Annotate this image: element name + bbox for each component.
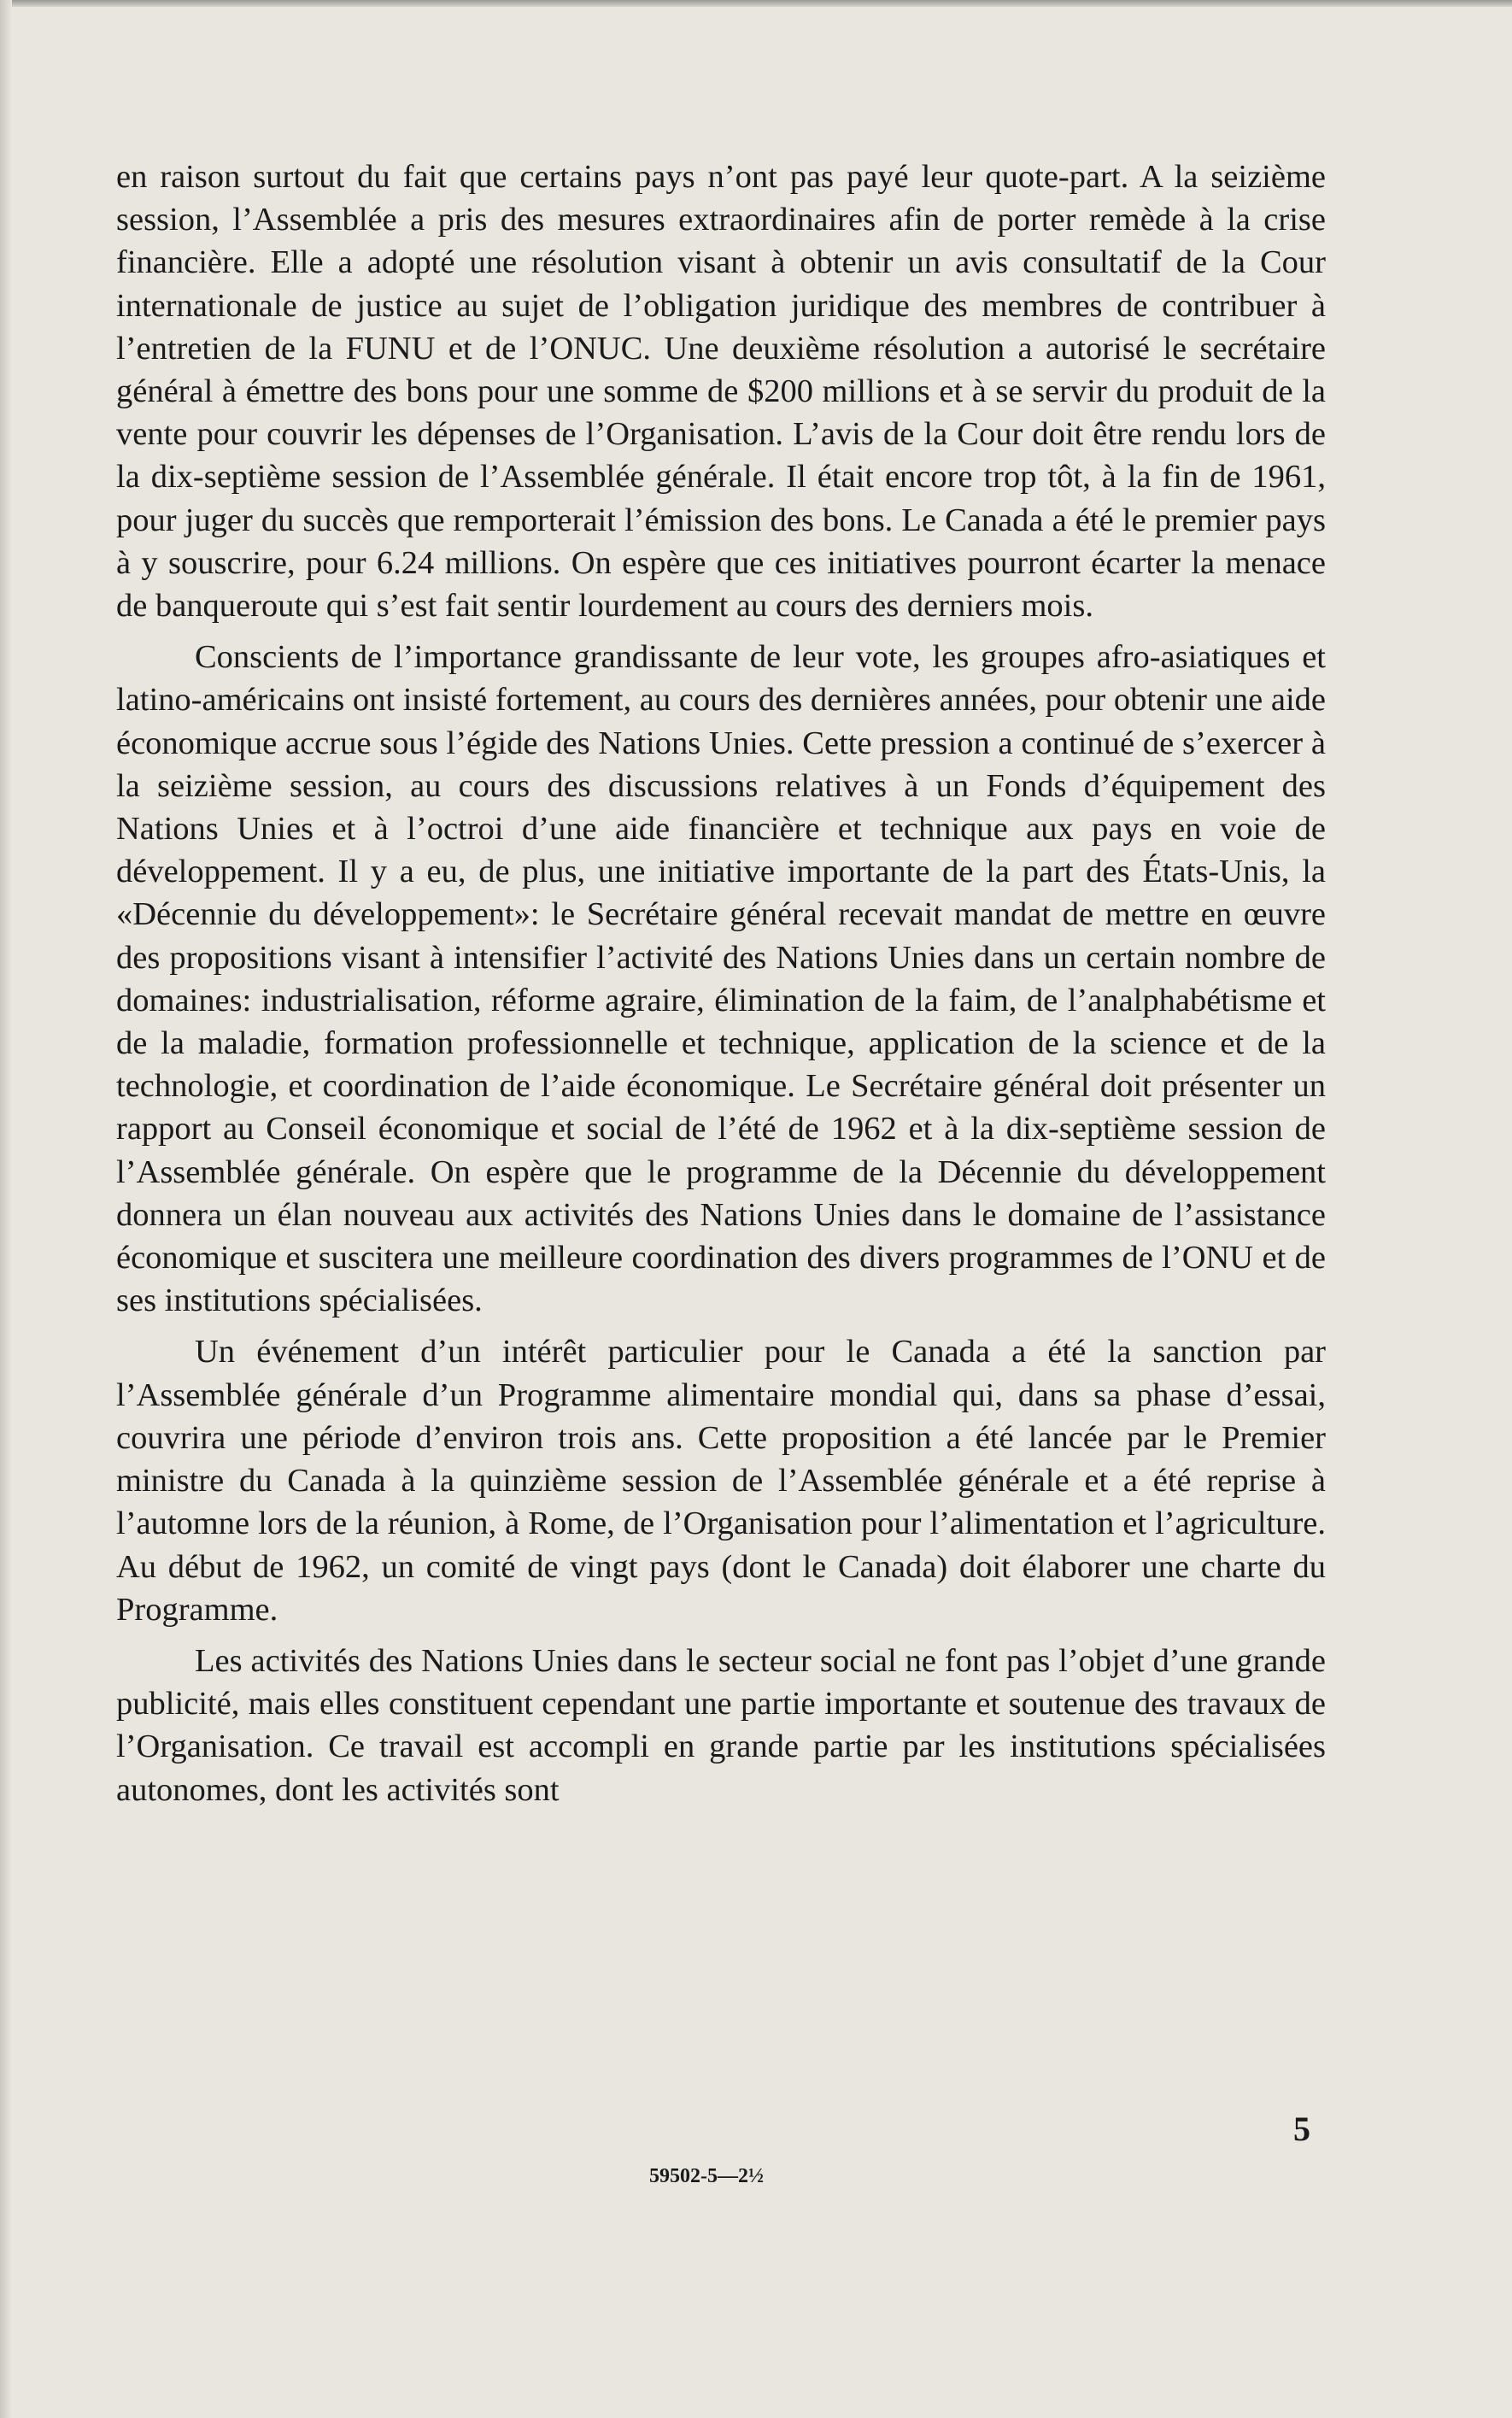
print-code: 59502-5—2½ [649, 2165, 764, 2187]
body-text [116, 156, 1326, 1811]
page-number: 5 [1293, 2110, 1310, 2148]
paragraph-development-aid: Conscients de l’importance grandissante de leur vote, les groupes afro-asiatiques et latino-américains ont insisté fortement, au cours des dernières années, pour obtenir une aide économique accrue sous l’égide des Nations Unies. Cette pression a continué de s’exercer à la seizième session, au cours des discussions relatives à un Fonds d’équipement des Nations Unies et à l’octroi d’une aide financière et technique aux pays en voie de développement. Il y a eu, de plus, une initiative importante de la part des États-Unis, la «Décennie du développement»: le Secrétaire général recevait mandat de mettre en œuvre des propositions visant à intensifier l’activité des Nations Unies dans un certain nombre de domaines: industrialisation, réforme agraire, élimination de la faim, de l’analphabétisme et de la maladie, formation professionnelle et technique, application de la science et de la technologie, et coordination de l’aide économique. Le Secrétaire général doit présenter un rapport au Conseil économique et social de l’été de 1962 et à la dix-septième session de l’Assemblée générale. On espère que le programme de la Décennie du développement donnera un élan nouveau aux activités des Nations Unies dans le domaine de l’assistance économique et suscitera une meilleure coordination des divers programmes de l’ONU et de ses institutions spécialisées. [116, 639, 1326, 1319]
paragraph-food-programme: Un événement d’un intérêt particulier pour le Canada a été la sanction par l’Assemblée générale d’un Programme alimentaire mondial qui, dans sa phase d’essai, couvrira une période d’environ trois ans. Cette proposition a été lancée par le Premier ministre du Canada à la quinzième session de l’Assemblée générale et a été reprise à l’automne lors de la réunion, à Rome, de l’Organisation pour l’alimentation et l’agriculture. Au début de 1962, un comité de vingt pays (dont le Canada) doit élaborer une charte du Programme. [116, 1334, 1326, 1628]
paragraph-continuation: en raison surtout du fait que certains pays n’ont pas payé leur quote-part. A la seizième session, l’Assemblée a pris des mesures extraordinaires afin de porter remède à la crise financière. Elle a adopté une résolution visant à obtenir un avis consultatif de la Cour internationale de justice au sujet de l’obligation juridique des membres de contribuer à l’entretien de la FUNU et de l’ONUC. Une deuxième résolution a autorisé le secrétaire général à émettre des bons pour une somme de $200 millions et à se servir du produit de la vente pour couvrir les dépenses de l’Organisation. L’avis de la Cour doit être rendu lors de la dix-septième session de l’Assemblée générale. Il était encore trop tôt, à la fin de 1961, pour juger du succès que remporterait l’émission des bons. Le Canada a été le premier pays à y souscrire, pour 6.24 millions. On espère que ces initiatives pourront écarter la menace de banqueroute qui s’est fait sentir lourdement au cours des derniers mois. [116, 159, 1326, 625]
paragraph-social-sector: Les activités des Nations Unies dans le secteur social ne font pas l’objet d’une grande publicité, mais elles constituent cependant une partie importante et soutenue des travaux de l’Organisation. Ce travail est accompli en grande partie par les institutions spécialisées autonomes, dont les activités sont [116, 1642, 1326, 1808]
page-top-edge [0, 0, 1512, 7]
page-left-edge [0, 0, 12, 2418]
